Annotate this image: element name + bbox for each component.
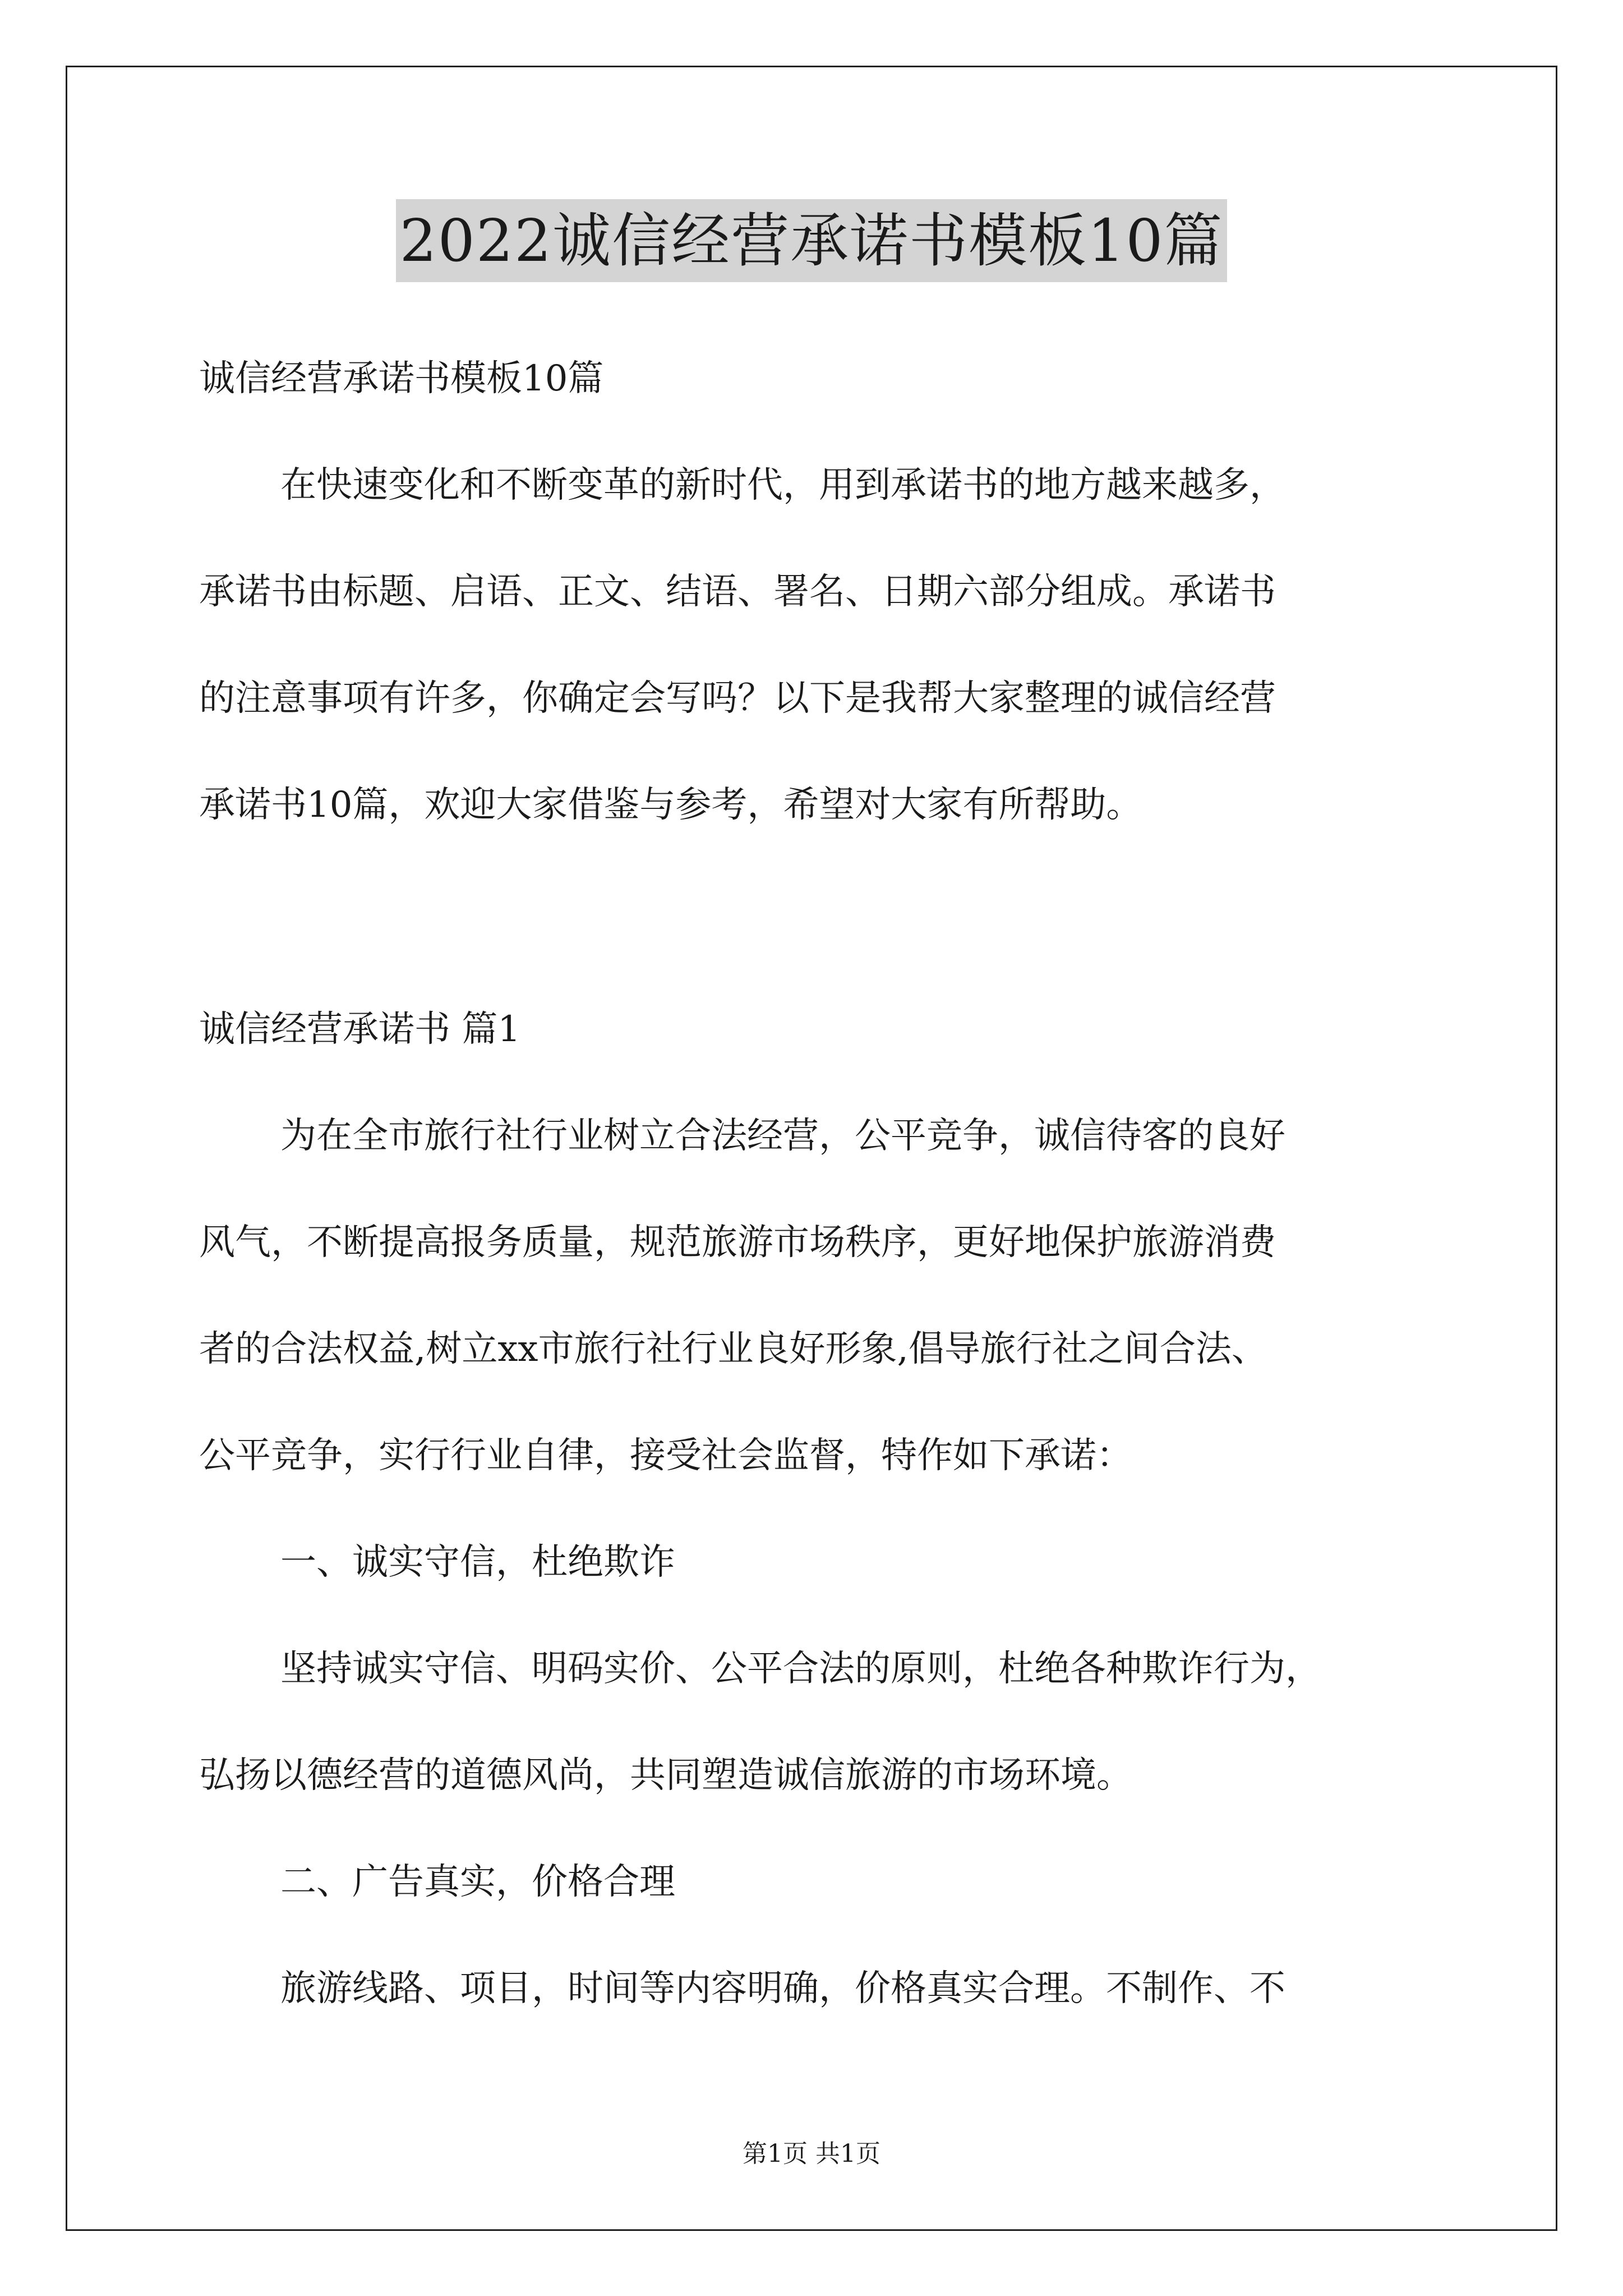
body-line: 为在全市旅行社行业树立合法经营，公平竞争，诚信待客的良好 [280,1115,1285,1157]
intro-line: 在快速变化和不断变革的新时代，用到承诺书的地方越来越多， [280,464,1285,506]
section-heading: 诚信经营承诺书 篇1 [199,1009,521,1050]
intro-line: 承诺书10篇，欢迎大家借鉴与参考，希望对大家有所帮助。 [199,784,1142,826]
title-container [0,199,1623,282]
body-line: 公平竞争，实行行业自律，接受社会监督，特作如下承诺： [199,1435,1132,1476]
point1-heading: 一、诚实守信，杜绝欺诈 [280,1542,675,1583]
point1-line: 弘扬以德经营的道德风尚，共同塑造诚信旅游的市场环境。 [199,1755,1132,1796]
document-subtitle: 诚信经营承诺书模板10篇 [199,358,604,399]
point2-line: 旅游线路、项目，时间等内容明确，价格真实合理。不制作、不 [280,1968,1285,2009]
page-footer: 第1页 共1页 [743,2139,880,2168]
point2-heading: 二、广告真实，价格合理 [280,1861,675,1903]
intro-line: 承诺书由标题、启语、正文、结语、署名、日期六部分组成。承诺书 [199,571,1276,613]
intro-line: 的注意事项有许多，你确定会写吗？以下是我帮大家整理的诚信经营 [199,678,1276,719]
point1-line: 坚持诚实守信、明码实价、公平合法的原则，杜绝各种欺诈行为， [280,1648,1321,1690]
body-line: 者的合法权益,树立xx市旅行社行业良好形象,倡导旅行社之间合法、 [199,1328,1267,1370]
body-line: 风气，不断提高报务质量，规范旅游市场秩序，更好地保护旅游消费 [199,1222,1276,1263]
document-title: 2022诚信经营承诺书模板10篇 [396,199,1227,282]
